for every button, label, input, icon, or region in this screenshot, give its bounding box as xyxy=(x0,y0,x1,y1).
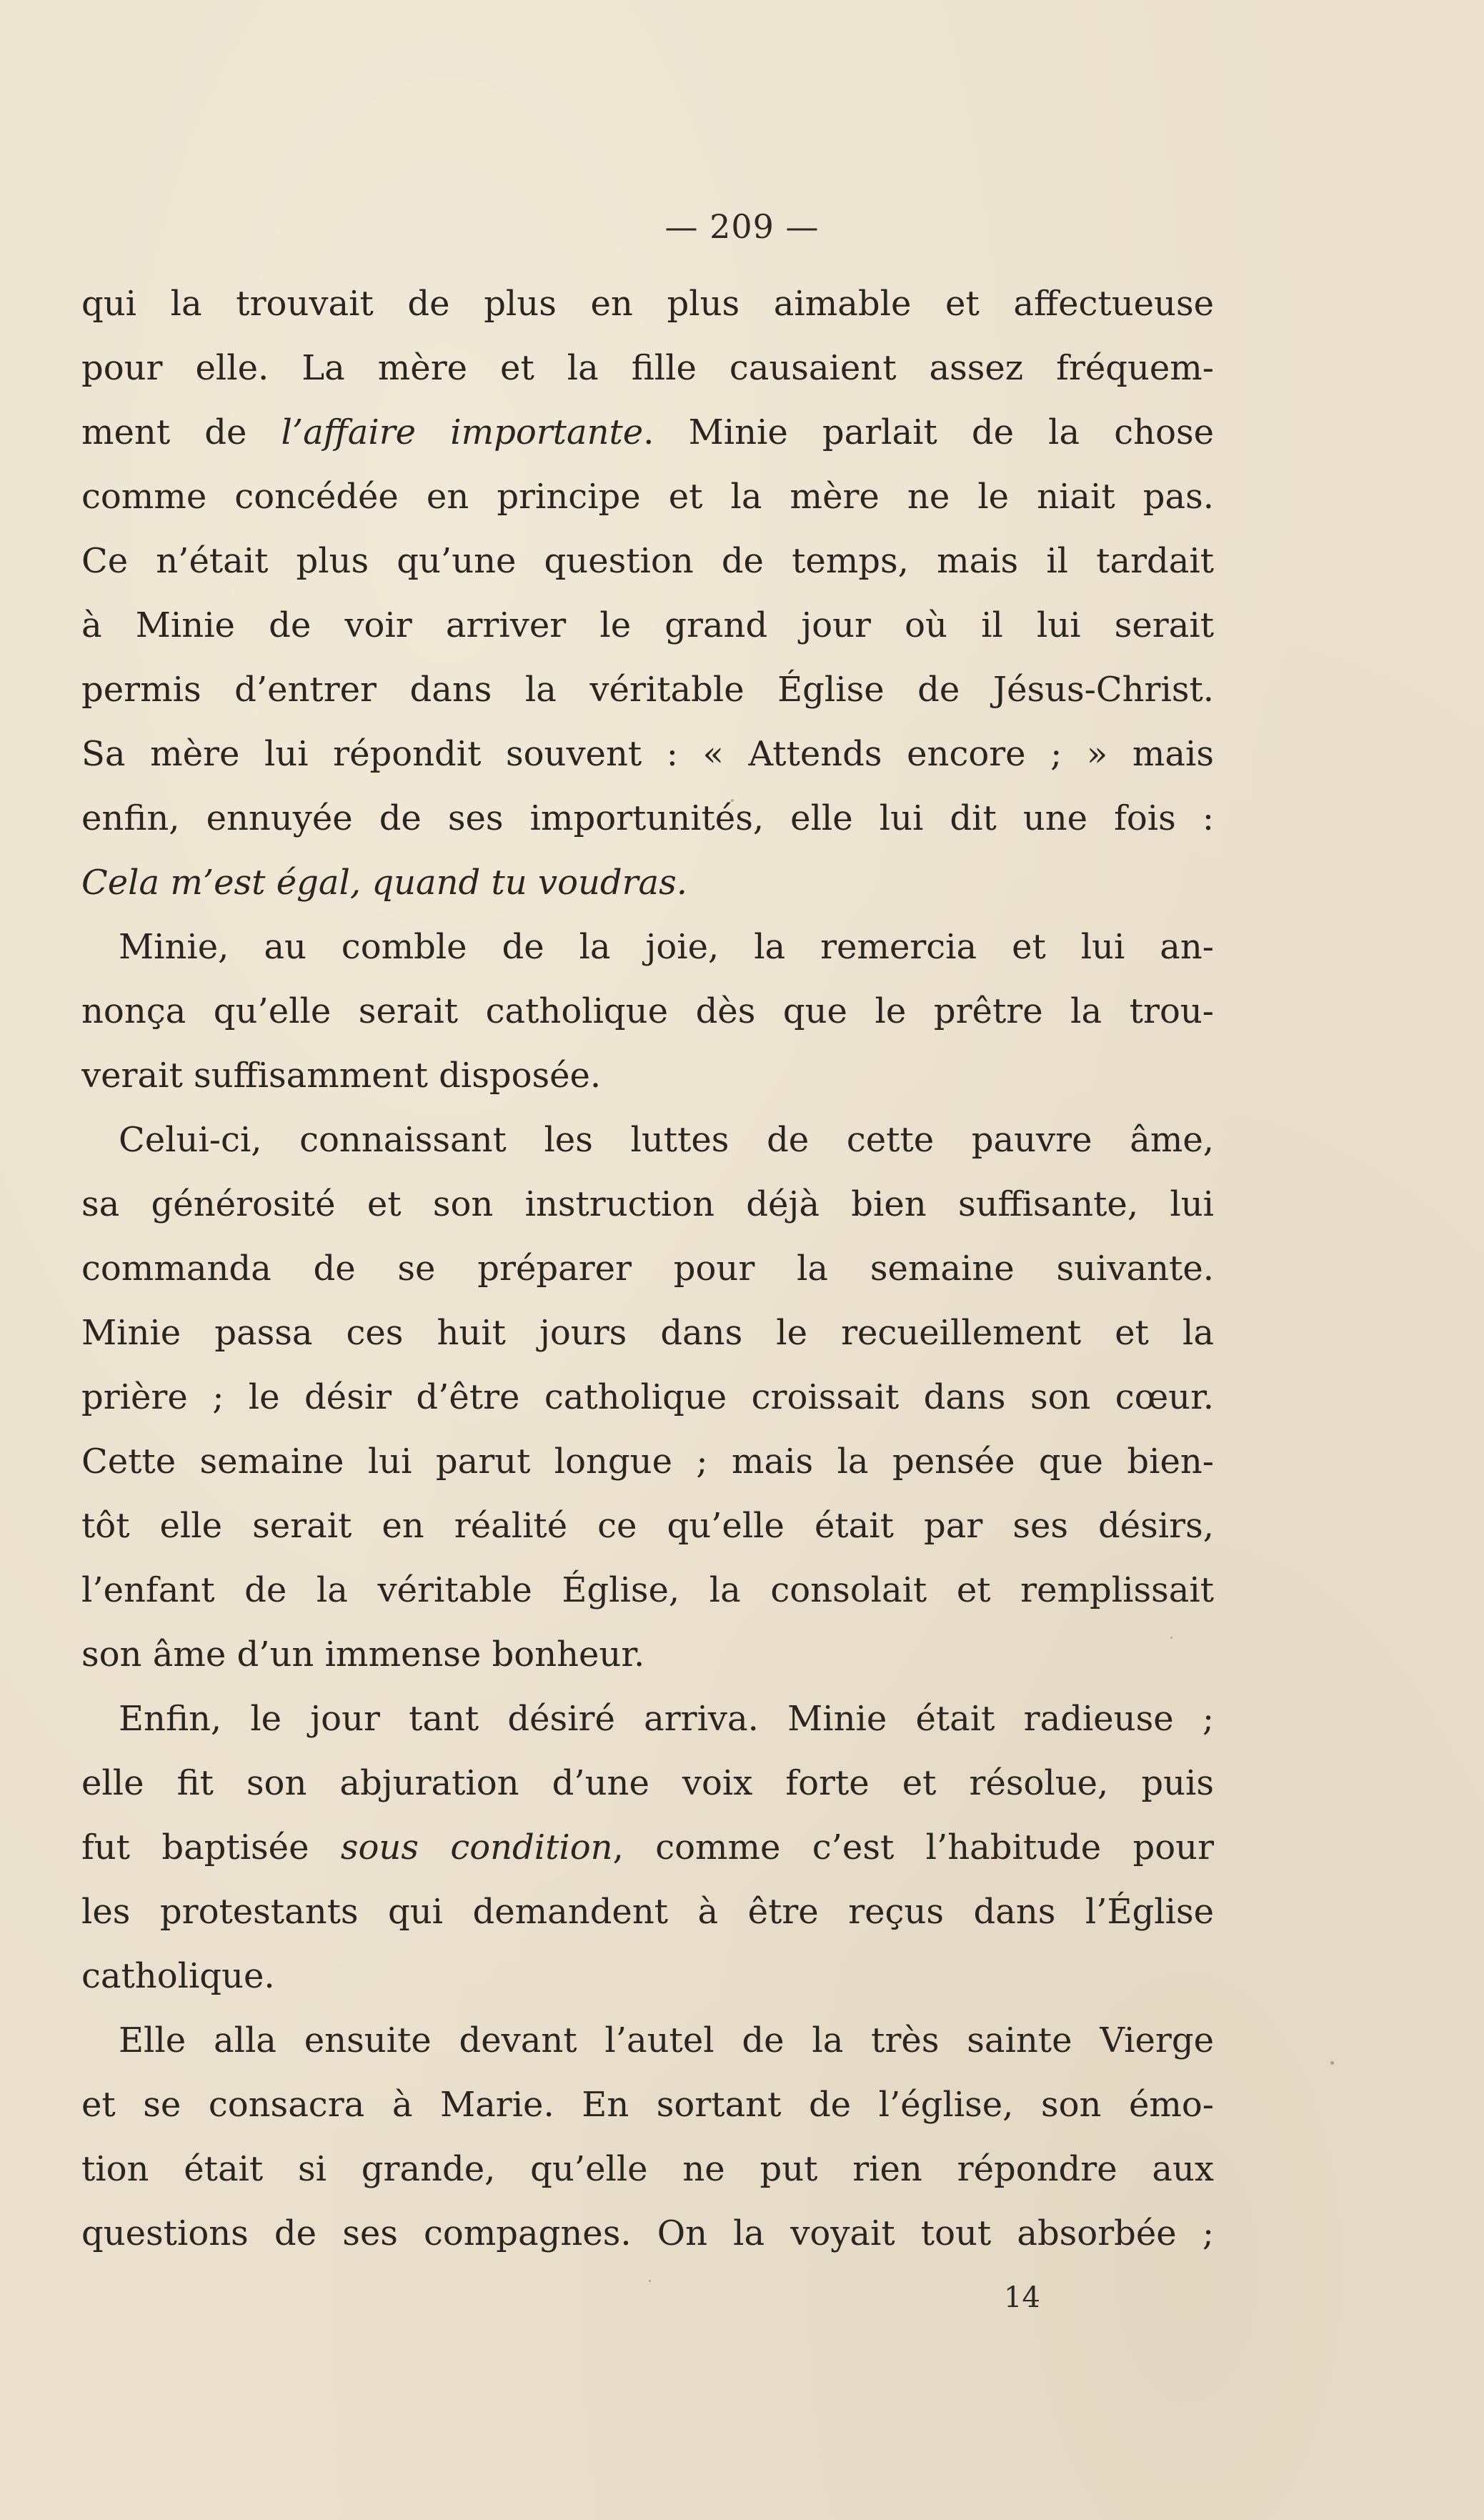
text-run: l’enfant de la véritable Église, la consolait et remplissait xyxy=(81,1570,1214,1610)
text-line xyxy=(81,336,1214,400)
text-run: Minie passa ces huit jours dans le recueillement et la xyxy=(81,1313,1214,1353)
text-line xyxy=(81,722,1214,786)
text-run: à Minie de voir arriver le grand jour où il lui serait xyxy=(81,605,1214,645)
italic-text: sous condition xyxy=(340,1827,613,1867)
text-run: comme concédée en principe et la mère ne le niait pas. xyxy=(81,477,1214,517)
text-line xyxy=(81,1558,1214,1622)
text-run: pour elle. La mère et la fille causaient assez fréquem- xyxy=(81,348,1214,388)
text-run: qui la trouvait de plus en plus aimable et affectueuse xyxy=(81,284,1214,324)
text-run: commanda de se préparer pour la semaine suivante. xyxy=(81,1249,1214,1289)
text-line xyxy=(81,979,1214,1043)
text-line xyxy=(81,1944,1214,2008)
text-run: , comme c’est l’habitude pour xyxy=(612,1827,1214,1867)
text-run: prière ; le désir d’être catholique croissait dans son cœur. xyxy=(81,1377,1214,1417)
text-run: Cette semaine lui parut longue ; mais la pensée que bien- xyxy=(81,1442,1214,1482)
text-line xyxy=(81,2073,1214,2137)
text-run: tion était si grande, qu’elle ne put rien répondre aux xyxy=(81,2149,1214,2189)
text-run: Celui-ci, connaissant les luttes de cette pauvre âme, xyxy=(119,1120,1214,1160)
text-run: catholique. xyxy=(81,1956,275,1996)
text-run: Sa mère lui répondit souvent : « Attends encore ; » mais xyxy=(81,734,1214,774)
text-line xyxy=(81,593,1214,658)
page-number-header: — 209 — xyxy=(664,207,820,246)
text-run: permis d’entrer dans la véritable Église de Jésus-Christ. xyxy=(81,670,1214,710)
text-run: les protestants qui demandent à être reçus dans l’Église xyxy=(81,1892,1214,1932)
text-line xyxy=(81,915,1214,979)
italic-text: l’affaire importante xyxy=(281,412,644,452)
text-run: Enfin, le jour tant désiré arriva. Minie était radieuse ; xyxy=(119,1699,1214,1739)
text-line xyxy=(81,1236,1214,1301)
text-line xyxy=(81,1880,1214,1944)
paper-speck xyxy=(731,799,734,802)
text-line xyxy=(81,786,1214,850)
text-line xyxy=(81,658,1214,722)
paper-speck xyxy=(1170,1637,1172,1639)
text-line xyxy=(81,1687,1214,1751)
text-line xyxy=(81,400,1214,465)
text-line xyxy=(81,465,1214,529)
text-run: Elle alla ensuite devant l’autel de la très sainte Vierge xyxy=(119,2020,1214,2060)
text-line xyxy=(81,850,1214,915)
text-run: et se consacra à Marie. En sortant de l’église, son émo- xyxy=(81,2085,1214,2125)
body-text xyxy=(81,272,1214,2266)
text-run: verait suffisamment disposée. xyxy=(81,1056,602,1096)
text-run: son âme d’un immense bonheur. xyxy=(81,1634,645,1675)
text-line xyxy=(81,2008,1214,2073)
text-line xyxy=(81,1751,1214,1815)
paper-speck xyxy=(649,2280,651,2282)
text-line xyxy=(81,2201,1214,2266)
text-run: elle fit son abjuration d’une voix forte et résolue, puis xyxy=(81,1763,1214,1803)
text-run: ment de xyxy=(81,412,282,452)
text-run: enfin, ennuyée de ses importunités, elle lui dit une fois : xyxy=(81,798,1214,838)
signature-mark: 14 xyxy=(1004,2281,1040,2314)
text-line xyxy=(81,1494,1214,1558)
text-line xyxy=(81,1429,1214,1494)
text-line xyxy=(81,1301,1214,1365)
italic-text: Cela m’est égal, quand tu voudras. xyxy=(81,863,688,903)
text-line xyxy=(81,2137,1214,2201)
text-run: sa générosité et son instruction déjà bien suffisante, lui xyxy=(81,1184,1214,1224)
text-run: tôt elle serait en réalité ce qu’elle était par ses désirs, xyxy=(81,1506,1214,1546)
paper-speck xyxy=(1330,2061,1334,2065)
text-run: fut baptisée xyxy=(81,1827,341,1867)
text-line xyxy=(81,1172,1214,1236)
text-run: Ce n’était plus qu’une question de temps, mais il tardait xyxy=(81,541,1214,581)
text-line xyxy=(81,1622,1214,1687)
text-line xyxy=(81,272,1214,336)
text-line xyxy=(81,529,1214,593)
text-run: Minie, au comble de la joie, la remercia et lui an- xyxy=(119,927,1214,967)
text-run: nonça qu’elle serait catholique dès que le prêtre la trou- xyxy=(81,991,1214,1031)
text-line xyxy=(81,1365,1214,1429)
text-line xyxy=(81,1815,1214,1880)
text-run: . Minie parlait de la chose xyxy=(643,412,1214,452)
text-run: questions de ses compagnes. On la voyait tout absorbée ; xyxy=(81,2213,1214,2253)
text-line xyxy=(81,1043,1214,1108)
text-line xyxy=(81,1108,1214,1172)
